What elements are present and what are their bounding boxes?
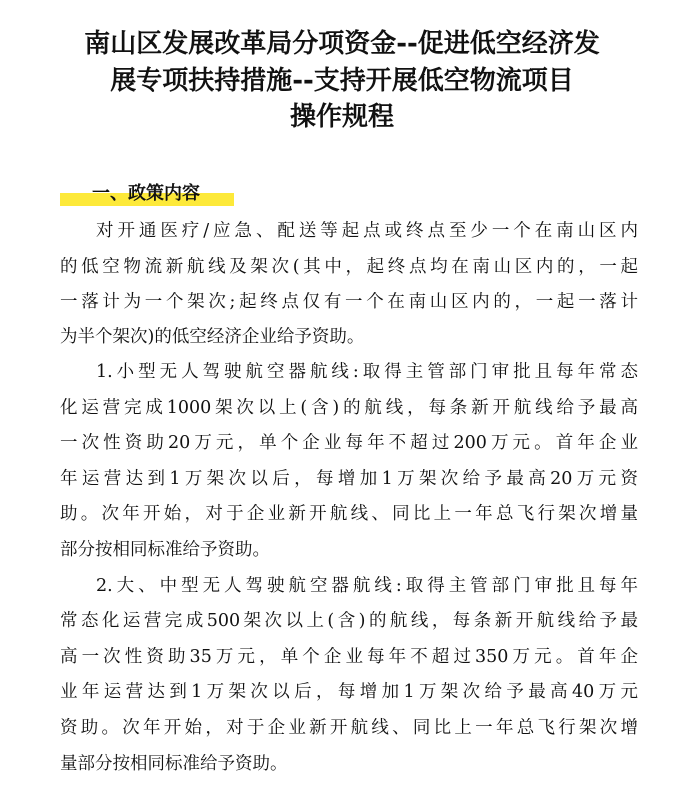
paragraph-line: 业年运营达到1万架次以后，每增加1万架次给予最高40万元 [60, 682, 638, 702]
paragraph-line: 的低空物流新航线及架次(其中，起终点均在南山区内的，一起 [60, 257, 638, 277]
document-title-line-1: 南山区发展改革局分项资金--促进低空经济发 [84, 29, 600, 59]
paragraph-line: 量部分按相同标准给予资助。 [60, 754, 288, 774]
paragraph-line: 1.小型无人驾驶航空器航线:取得主管部门审批且每年常态 [96, 362, 638, 382]
paragraph-line: 助。次年开始，对于企业新开航线、同比上一年总飞行架次增量 [60, 504, 638, 524]
paragraph-line: 为半个架次)的低空经济企业给予资助。 [60, 327, 365, 347]
paragraph-line: 资助。次年开始，对于企业新开航线、同比上一年总飞行架次增 [60, 718, 638, 738]
paragraph-line: 高一次性资助35万元，单个企业每年不超过350万元。首年企 [60, 647, 638, 667]
paragraph-line: 2.大、中型无人驾驶航空器航线:取得主管部门审批且每年 [96, 576, 638, 596]
paragraph-line: 一落计为一个架次;起终点仅有一个在南山区内的，一起一落计 [60, 292, 638, 312]
paragraph-line: 部分按相同标准给予资助。 [60, 540, 270, 560]
paragraph-line: 常态化运营完成500架次以上(含)的航线，每条新开航线给予最 [60, 611, 638, 631]
section-heading-block [60, 180, 240, 210]
section-heading: 一、政策内容 [92, 183, 200, 204]
paragraph-line: 化运营完成1000架次以上(含)的航线，每条新开航线给予最高 [60, 398, 638, 418]
paragraph-line: 对开通医疗/应急、配送等起点或终点至少一个在南山区内 [96, 221, 638, 241]
document-title-line-2: 展专项扶持措施--支持开展低空物流项目 [110, 66, 574, 96]
document-title-line-3: 操作规程 [289, 102, 394, 132]
paragraph-line: 一次性资助20万元，单个企业每年不超过200万元。首年企业 [60, 433, 638, 453]
paragraph-line: 年运营达到1万架次以后，每增加1万架次给予最高20万元资 [60, 469, 638, 489]
